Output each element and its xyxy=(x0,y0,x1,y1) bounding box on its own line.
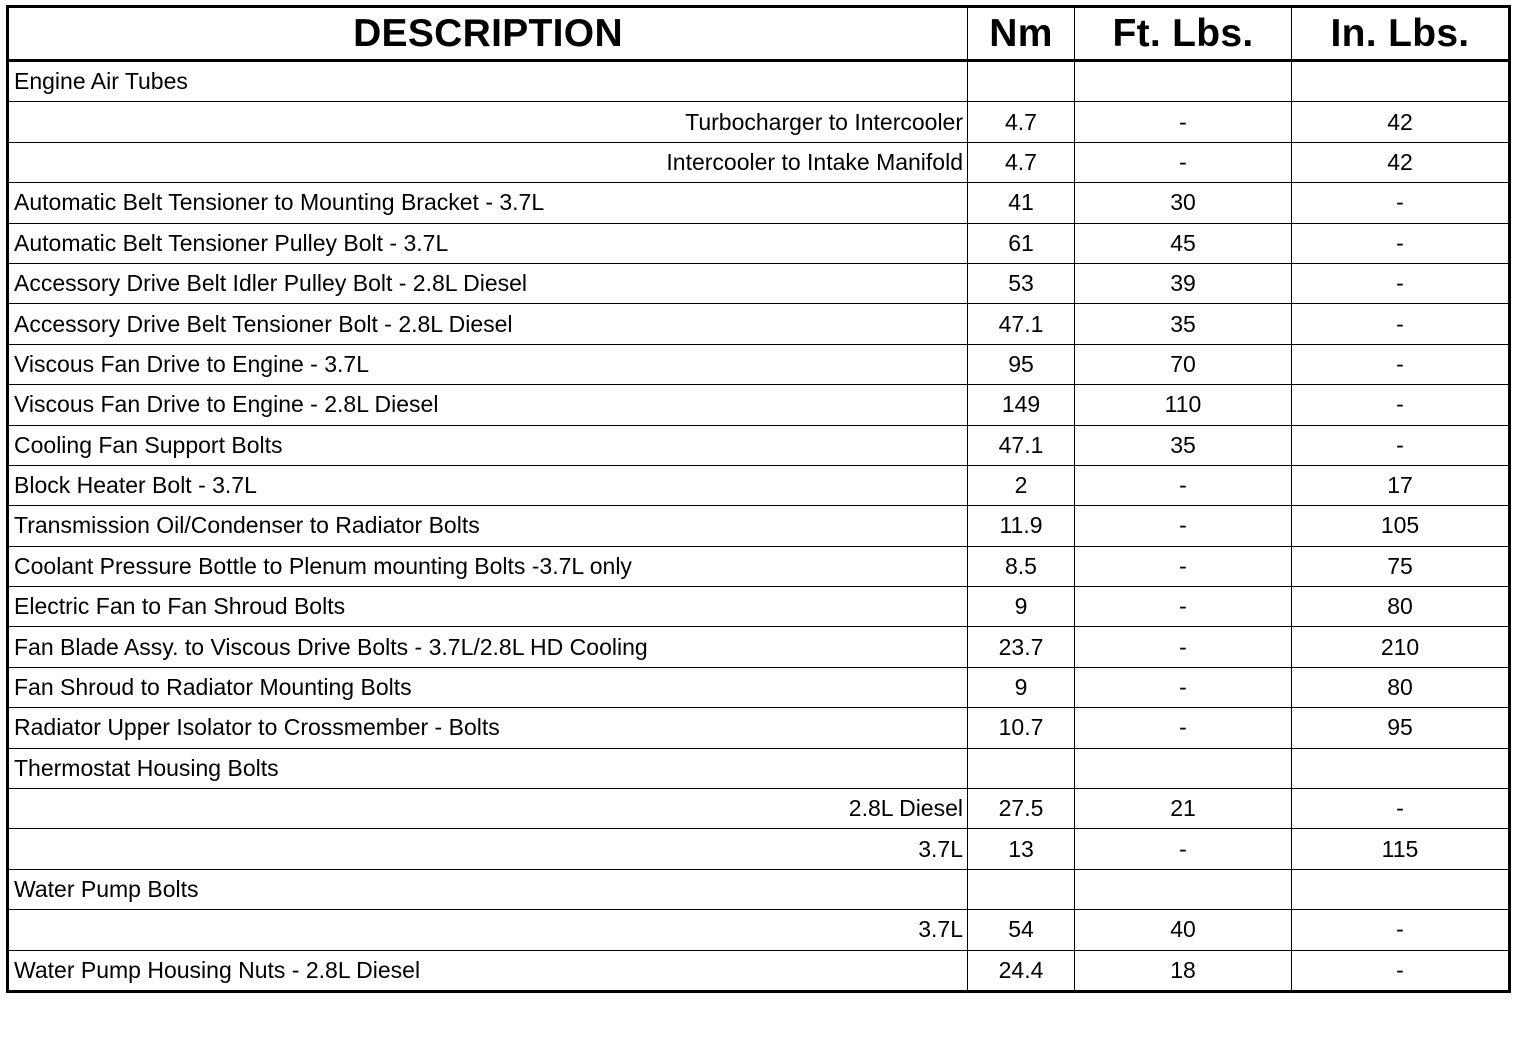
row-ft-lbs-value: 35 xyxy=(1075,304,1292,344)
row-description: Viscous Fan Drive to Engine - 3.7L xyxy=(8,344,968,384)
row-in-lbs-value: - xyxy=(1292,425,1510,465)
table-row xyxy=(8,708,1510,748)
row-nm-value: 47.1 xyxy=(968,304,1075,344)
table-row xyxy=(8,627,1510,667)
table-row xyxy=(8,789,1510,829)
row-in-lbs-value xyxy=(1292,61,1510,102)
row-ft-lbs-value: 45 xyxy=(1075,223,1292,263)
row-description: Fan Shroud to Radiator Mounting Bolts xyxy=(8,667,968,707)
table-row xyxy=(8,748,1510,788)
row-in-lbs-value: - xyxy=(1292,304,1510,344)
row-ft-lbs-value: - xyxy=(1075,546,1292,586)
row-ft-lbs-value xyxy=(1075,869,1292,909)
row-description: 3.7L xyxy=(8,829,968,869)
row-ft-lbs-value: - xyxy=(1075,667,1292,707)
row-ft-lbs-value: 39 xyxy=(1075,263,1292,303)
row-nm-value: 149 xyxy=(968,385,1075,425)
row-ft-lbs-value: - xyxy=(1075,627,1292,667)
row-nm-value: 4.7 xyxy=(968,142,1075,182)
header-ft-lbs: Ft. Lbs. xyxy=(1075,7,1292,61)
row-description: Accessory Drive Belt Idler Pulley Bolt - 2.8L Diesel xyxy=(8,263,968,303)
row-ft-lbs-value: - xyxy=(1075,102,1292,142)
row-ft-lbs-value: - xyxy=(1075,506,1292,546)
row-ft-lbs-value xyxy=(1075,61,1292,102)
table-row xyxy=(8,587,1510,627)
row-in-lbs-value: 42 xyxy=(1292,102,1510,142)
row-description: Automatic Belt Tensioner to Mounting Bracket - 3.7L xyxy=(8,183,968,223)
row-description: Fan Blade Assy. to Viscous Drive Bolts - 3.7L/2.8L HD Cooling xyxy=(8,627,968,667)
row-in-lbs-value: - xyxy=(1292,223,1510,263)
row-description: Transmission Oil/Condenser to Radiator Bolts xyxy=(8,506,968,546)
row-in-lbs-value: - xyxy=(1292,910,1510,950)
row-description: Water Pump Bolts xyxy=(8,869,968,909)
row-description: Viscous Fan Drive to Engine - 2.8L Diesel xyxy=(8,385,968,425)
table-row xyxy=(8,344,1510,384)
row-description: Block Heater Bolt - 3.7L xyxy=(8,465,968,505)
row-ft-lbs-value: - xyxy=(1075,142,1292,182)
row-in-lbs-value: - xyxy=(1292,789,1510,829)
row-description: Engine Air Tubes xyxy=(8,61,968,102)
row-nm-value: 11.9 xyxy=(968,506,1075,546)
row-in-lbs-value: 42 xyxy=(1292,142,1510,182)
row-nm-value: 41 xyxy=(968,183,1075,223)
row-in-lbs-value: 75 xyxy=(1292,546,1510,586)
table-row xyxy=(8,183,1510,223)
row-in-lbs-value xyxy=(1292,748,1510,788)
row-nm-value xyxy=(968,61,1075,102)
row-ft-lbs-value: 40 xyxy=(1075,910,1292,950)
row-description: Thermostat Housing Bolts xyxy=(8,748,968,788)
row-ft-lbs-value: 30 xyxy=(1075,183,1292,223)
row-description: Accessory Drive Belt Tensioner Bolt - 2.8L Diesel xyxy=(8,304,968,344)
row-ft-lbs-value: - xyxy=(1075,587,1292,627)
row-in-lbs-value: 17 xyxy=(1292,465,1510,505)
row-nm-value: 8.5 xyxy=(968,546,1075,586)
table-row xyxy=(8,385,1510,425)
row-in-lbs-value: 105 xyxy=(1292,506,1510,546)
row-ft-lbs-value: 35 xyxy=(1075,425,1292,465)
header-in-lbs: In. Lbs. xyxy=(1292,7,1510,61)
row-in-lbs-value: - xyxy=(1292,263,1510,303)
row-nm-value: 95 xyxy=(968,344,1075,384)
row-in-lbs-value: 80 xyxy=(1292,667,1510,707)
row-nm-value: 54 xyxy=(968,910,1075,950)
row-description: Cooling Fan Support Bolts xyxy=(8,425,968,465)
table-row xyxy=(8,425,1510,465)
table-row xyxy=(8,869,1510,909)
torque-spec-table xyxy=(6,5,1511,993)
row-ft-lbs-value: - xyxy=(1075,465,1292,505)
row-nm-value: 10.7 xyxy=(968,708,1075,748)
row-in-lbs-value: 80 xyxy=(1292,587,1510,627)
row-in-lbs-value: 95 xyxy=(1292,708,1510,748)
row-in-lbs-value: - xyxy=(1292,385,1510,425)
row-nm-value: 13 xyxy=(968,829,1075,869)
row-in-lbs-value: 210 xyxy=(1292,627,1510,667)
row-nm-value: 47.1 xyxy=(968,425,1075,465)
row-description: Intercooler to Intake Manifold xyxy=(8,142,968,182)
row-nm-value: 9 xyxy=(968,667,1075,707)
row-ft-lbs-value: 110 xyxy=(1075,385,1292,425)
row-in-lbs-value: - xyxy=(1292,344,1510,384)
table-row xyxy=(8,506,1510,546)
header-nm: Nm xyxy=(968,7,1075,61)
table-row xyxy=(8,223,1510,263)
table-row xyxy=(8,263,1510,303)
row-description: Radiator Upper Isolator to Crossmember - Bolts xyxy=(8,708,968,748)
table-row xyxy=(8,102,1510,142)
row-nm-value: 23.7 xyxy=(968,627,1075,667)
row-nm-value xyxy=(968,748,1075,788)
table-body xyxy=(8,61,1510,992)
table-row xyxy=(8,950,1510,991)
row-description: Coolant Pressure Bottle to Plenum mounting Bolts -3.7L only xyxy=(8,546,968,586)
row-in-lbs-value xyxy=(1292,869,1510,909)
row-nm-value: 27.5 xyxy=(968,789,1075,829)
header-description: DESCRIPTION xyxy=(8,7,968,61)
row-nm-value: 9 xyxy=(968,587,1075,627)
header-row xyxy=(8,7,1510,61)
row-nm-value: 61 xyxy=(968,223,1075,263)
row-nm-value xyxy=(968,869,1075,909)
row-ft-lbs-value: 18 xyxy=(1075,950,1292,991)
row-in-lbs-value: - xyxy=(1292,950,1510,991)
row-ft-lbs-value: 21 xyxy=(1075,789,1292,829)
row-nm-value: 4.7 xyxy=(968,102,1075,142)
table-row xyxy=(8,142,1510,182)
table-row xyxy=(8,304,1510,344)
row-description: 2.8L Diesel xyxy=(8,789,968,829)
row-in-lbs-value: 115 xyxy=(1292,829,1510,869)
row-description: Water Pump Housing Nuts - 2.8L Diesel xyxy=(8,950,968,991)
table-row xyxy=(8,829,1510,869)
row-nm-value: 53 xyxy=(968,263,1075,303)
table-row xyxy=(8,61,1510,102)
row-description: Turbocharger to Intercooler xyxy=(8,102,968,142)
row-ft-lbs-value: - xyxy=(1075,708,1292,748)
row-description: 3.7L xyxy=(8,910,968,950)
row-nm-value: 24.4 xyxy=(968,950,1075,991)
row-in-lbs-value: - xyxy=(1292,183,1510,223)
row-description: Automatic Belt Tensioner Pulley Bolt - 3.7L xyxy=(8,223,968,263)
table-row xyxy=(8,546,1510,586)
row-ft-lbs-value: - xyxy=(1075,829,1292,869)
row-nm-value: 2 xyxy=(968,465,1075,505)
row-description: Electric Fan to Fan Shroud Bolts xyxy=(8,587,968,627)
table-header xyxy=(8,7,1510,61)
row-ft-lbs-value xyxy=(1075,748,1292,788)
row-ft-lbs-value: 70 xyxy=(1075,344,1292,384)
table-row xyxy=(8,667,1510,707)
table-row xyxy=(8,465,1510,505)
table-row xyxy=(8,910,1510,950)
